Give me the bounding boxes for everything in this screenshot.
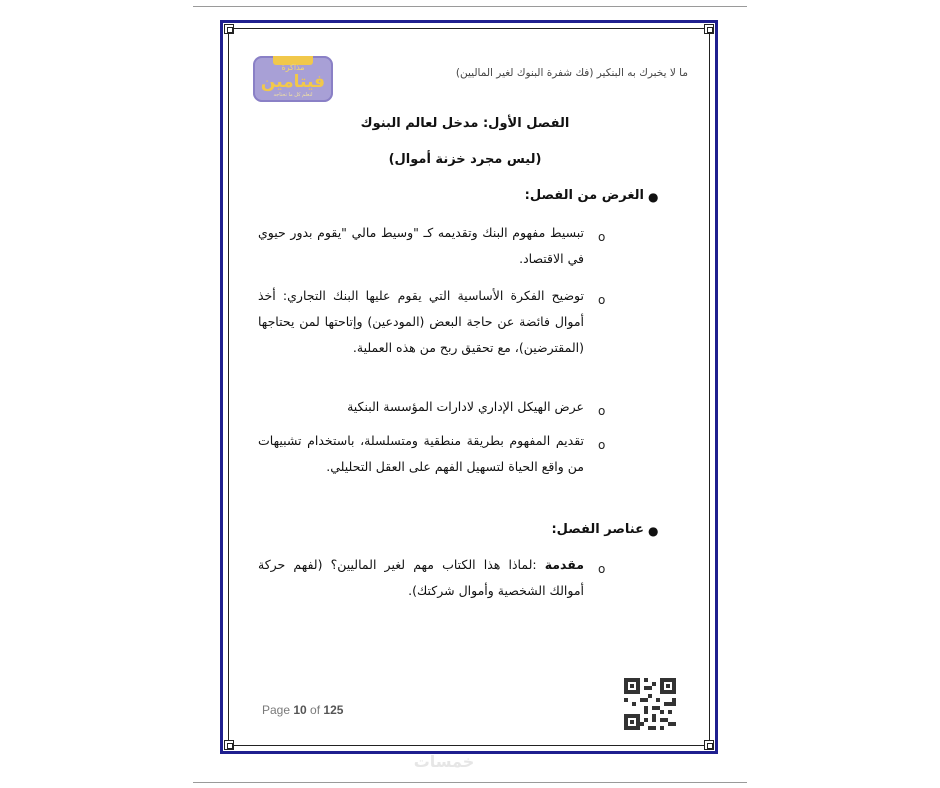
purpose-item: توضيح الفكرة الأساسية التي يقوم عليها البنك التجاري: أخذ أموال فائضة عن حاجة البعض (المودعين) وإتاحتها لمن يحتاجها (المقترضين)، مع تحقيق ربح من هذه العملية. [258, 288, 584, 355]
watermark: خمسات [413, 752, 475, 771]
elements-item-bold: مقدمة [544, 557, 584, 572]
brand-logo [253, 56, 333, 102]
page-current: 10 [293, 703, 307, 717]
running-header: ما لا يخبرك به البنكير (فك شفرة البنوك لغير الماليين) [455, 67, 688, 79]
elements-heading: عناصر الفصل: [551, 522, 644, 537]
purpose-item: عرض الهيكل الإداري لادارات المؤسسة البنكية [347, 399, 584, 414]
purpose-heading: الغرض من الفصل: [524, 188, 644, 203]
page-border-inner [228, 28, 710, 746]
corner-ornament-bottom-right [704, 740, 714, 750]
page-total: 125 [323, 703, 344, 717]
bottom-rule [193, 782, 747, 783]
top-rule [193, 6, 747, 7]
corner-ornament-top-right [704, 24, 714, 34]
purpose-item: تقديم المفهوم بطريقة منطقية ومتسلسلة، باستخدام تشبيهات من واقع الحياة لتسهيل الفهم على العقل التحليلي. [258, 433, 584, 474]
chapter-title: الفصل الأول: مدخل لعالم البنوك [360, 116, 570, 131]
corner-ornament-bottom-left [224, 740, 234, 750]
elements-item-text: :لماذا هذا الكتاب مهم لغير الماليين؟ (لفهم حركة أموالك الشخصية وأموال شركتك). [258, 557, 584, 598]
sub-bullet-icon: o [598, 404, 606, 418]
elements-item [258, 552, 584, 604]
sub-bullet-icon: o [598, 293, 606, 307]
sub-bullet-icon: o [598, 230, 606, 244]
chapter-subtitle: (ليس مجرد خزنة أموال) [388, 152, 542, 167]
page-prefix: Page [262, 703, 294, 717]
sub-bullet-icon: o [598, 562, 606, 576]
logo-top-text: مذاكرة [281, 63, 305, 72]
sub-bullet-icon: o [598, 438, 606, 452]
page-of: of [306, 703, 324, 717]
purpose-item: تبسيط مفهوم البنك وتقديمه كـ "وسيط مالي "يقوم بدور حيوي في الاقتصاد. [258, 225, 584, 266]
qr-code-icon [624, 678, 676, 730]
bullet-icon: ● [648, 190, 659, 204]
page-number [262, 703, 343, 717]
logo-tagline: لتعلم كل ما تحتاجه [273, 92, 313, 98]
bullet-icon: ● [648, 524, 659, 538]
logo-main-text: فيتامين [260, 72, 326, 92]
corner-ornament-top-left [224, 24, 234, 34]
page-header [240, 56, 700, 108]
